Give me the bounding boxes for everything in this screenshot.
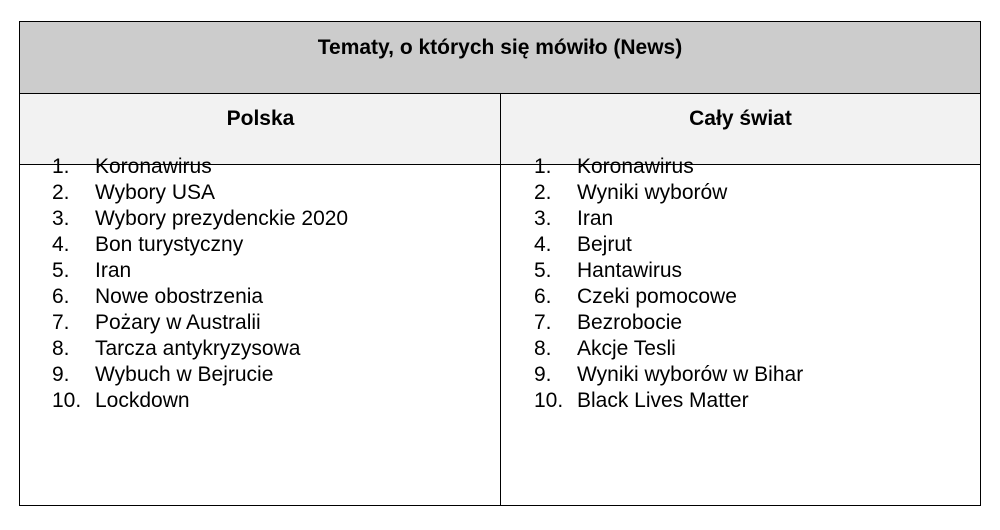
list-item-text: Bon turystyczny xyxy=(95,233,244,256)
list-item-number: 1. xyxy=(534,155,552,178)
list-item-number: 8. xyxy=(534,337,552,360)
list-item-text: Lockdown xyxy=(95,389,190,412)
table-title-row xyxy=(20,22,980,94)
list-item-text: Tarcza antykryzysowa xyxy=(95,337,301,360)
list-item-text: Pożary w Australii xyxy=(95,311,261,334)
list-item-number: 5. xyxy=(534,259,552,282)
list-item-text: Iran xyxy=(577,207,614,230)
list-item-number: 10. xyxy=(534,389,564,412)
list-item-number: 7. xyxy=(534,311,552,334)
list-item-number: 4. xyxy=(52,233,70,256)
list-item-text: Wybory USA xyxy=(95,181,216,204)
column-header-poland xyxy=(20,94,501,165)
list-item-text: Koronawirus xyxy=(577,155,694,178)
list-item-text: Iran xyxy=(95,259,132,282)
list-item-text: Wyniki wyborów w Bihar xyxy=(577,363,804,386)
column-header-label: Cały świat xyxy=(689,107,792,130)
list-item-text: Czeki pomocowe xyxy=(577,285,737,308)
list-item-number: 2. xyxy=(534,181,552,204)
list-item-number: 3. xyxy=(52,207,70,230)
list-item-number: 4. xyxy=(534,233,552,256)
list-item-number: 3. xyxy=(534,207,552,230)
list-item-number: 9. xyxy=(52,363,70,386)
list-item-text: Black Lives Matter xyxy=(577,389,749,412)
topics-table xyxy=(19,21,981,506)
list-item-text: Wybuch w Bejrucie xyxy=(95,363,274,386)
list-item-text: Hantawirus xyxy=(577,259,683,282)
list-item-text: Koronawirus xyxy=(95,155,212,178)
list-item-number: 5. xyxy=(52,259,70,282)
table-title: Tematy, o których się mówiło (News) xyxy=(317,36,683,59)
column-header-label: Polska xyxy=(226,107,295,130)
list-item-number: 8. xyxy=(52,337,70,360)
list-item-text: Wybory prezydenckie 2020 xyxy=(95,207,349,230)
list-item-number: 2. xyxy=(52,181,70,204)
list-item-text: Bezrobocie xyxy=(577,311,683,334)
list-item-number: 7. xyxy=(52,311,70,334)
list-item-text: Wyniki wyborów xyxy=(577,181,728,204)
list-item-number: 1. xyxy=(52,155,70,178)
list-item-number: 10. xyxy=(52,389,82,412)
list-item-number: 6. xyxy=(52,285,70,308)
list-item-number: 6. xyxy=(534,285,552,308)
list-item-number: 9. xyxy=(534,363,552,386)
list-item-text: Nowe obostrzenia xyxy=(95,285,264,308)
column-header-world xyxy=(501,94,980,165)
list-item-text: Bejrut xyxy=(577,233,632,256)
list-item-text: Akcje Tesli xyxy=(577,337,676,360)
column-divider xyxy=(500,94,501,505)
